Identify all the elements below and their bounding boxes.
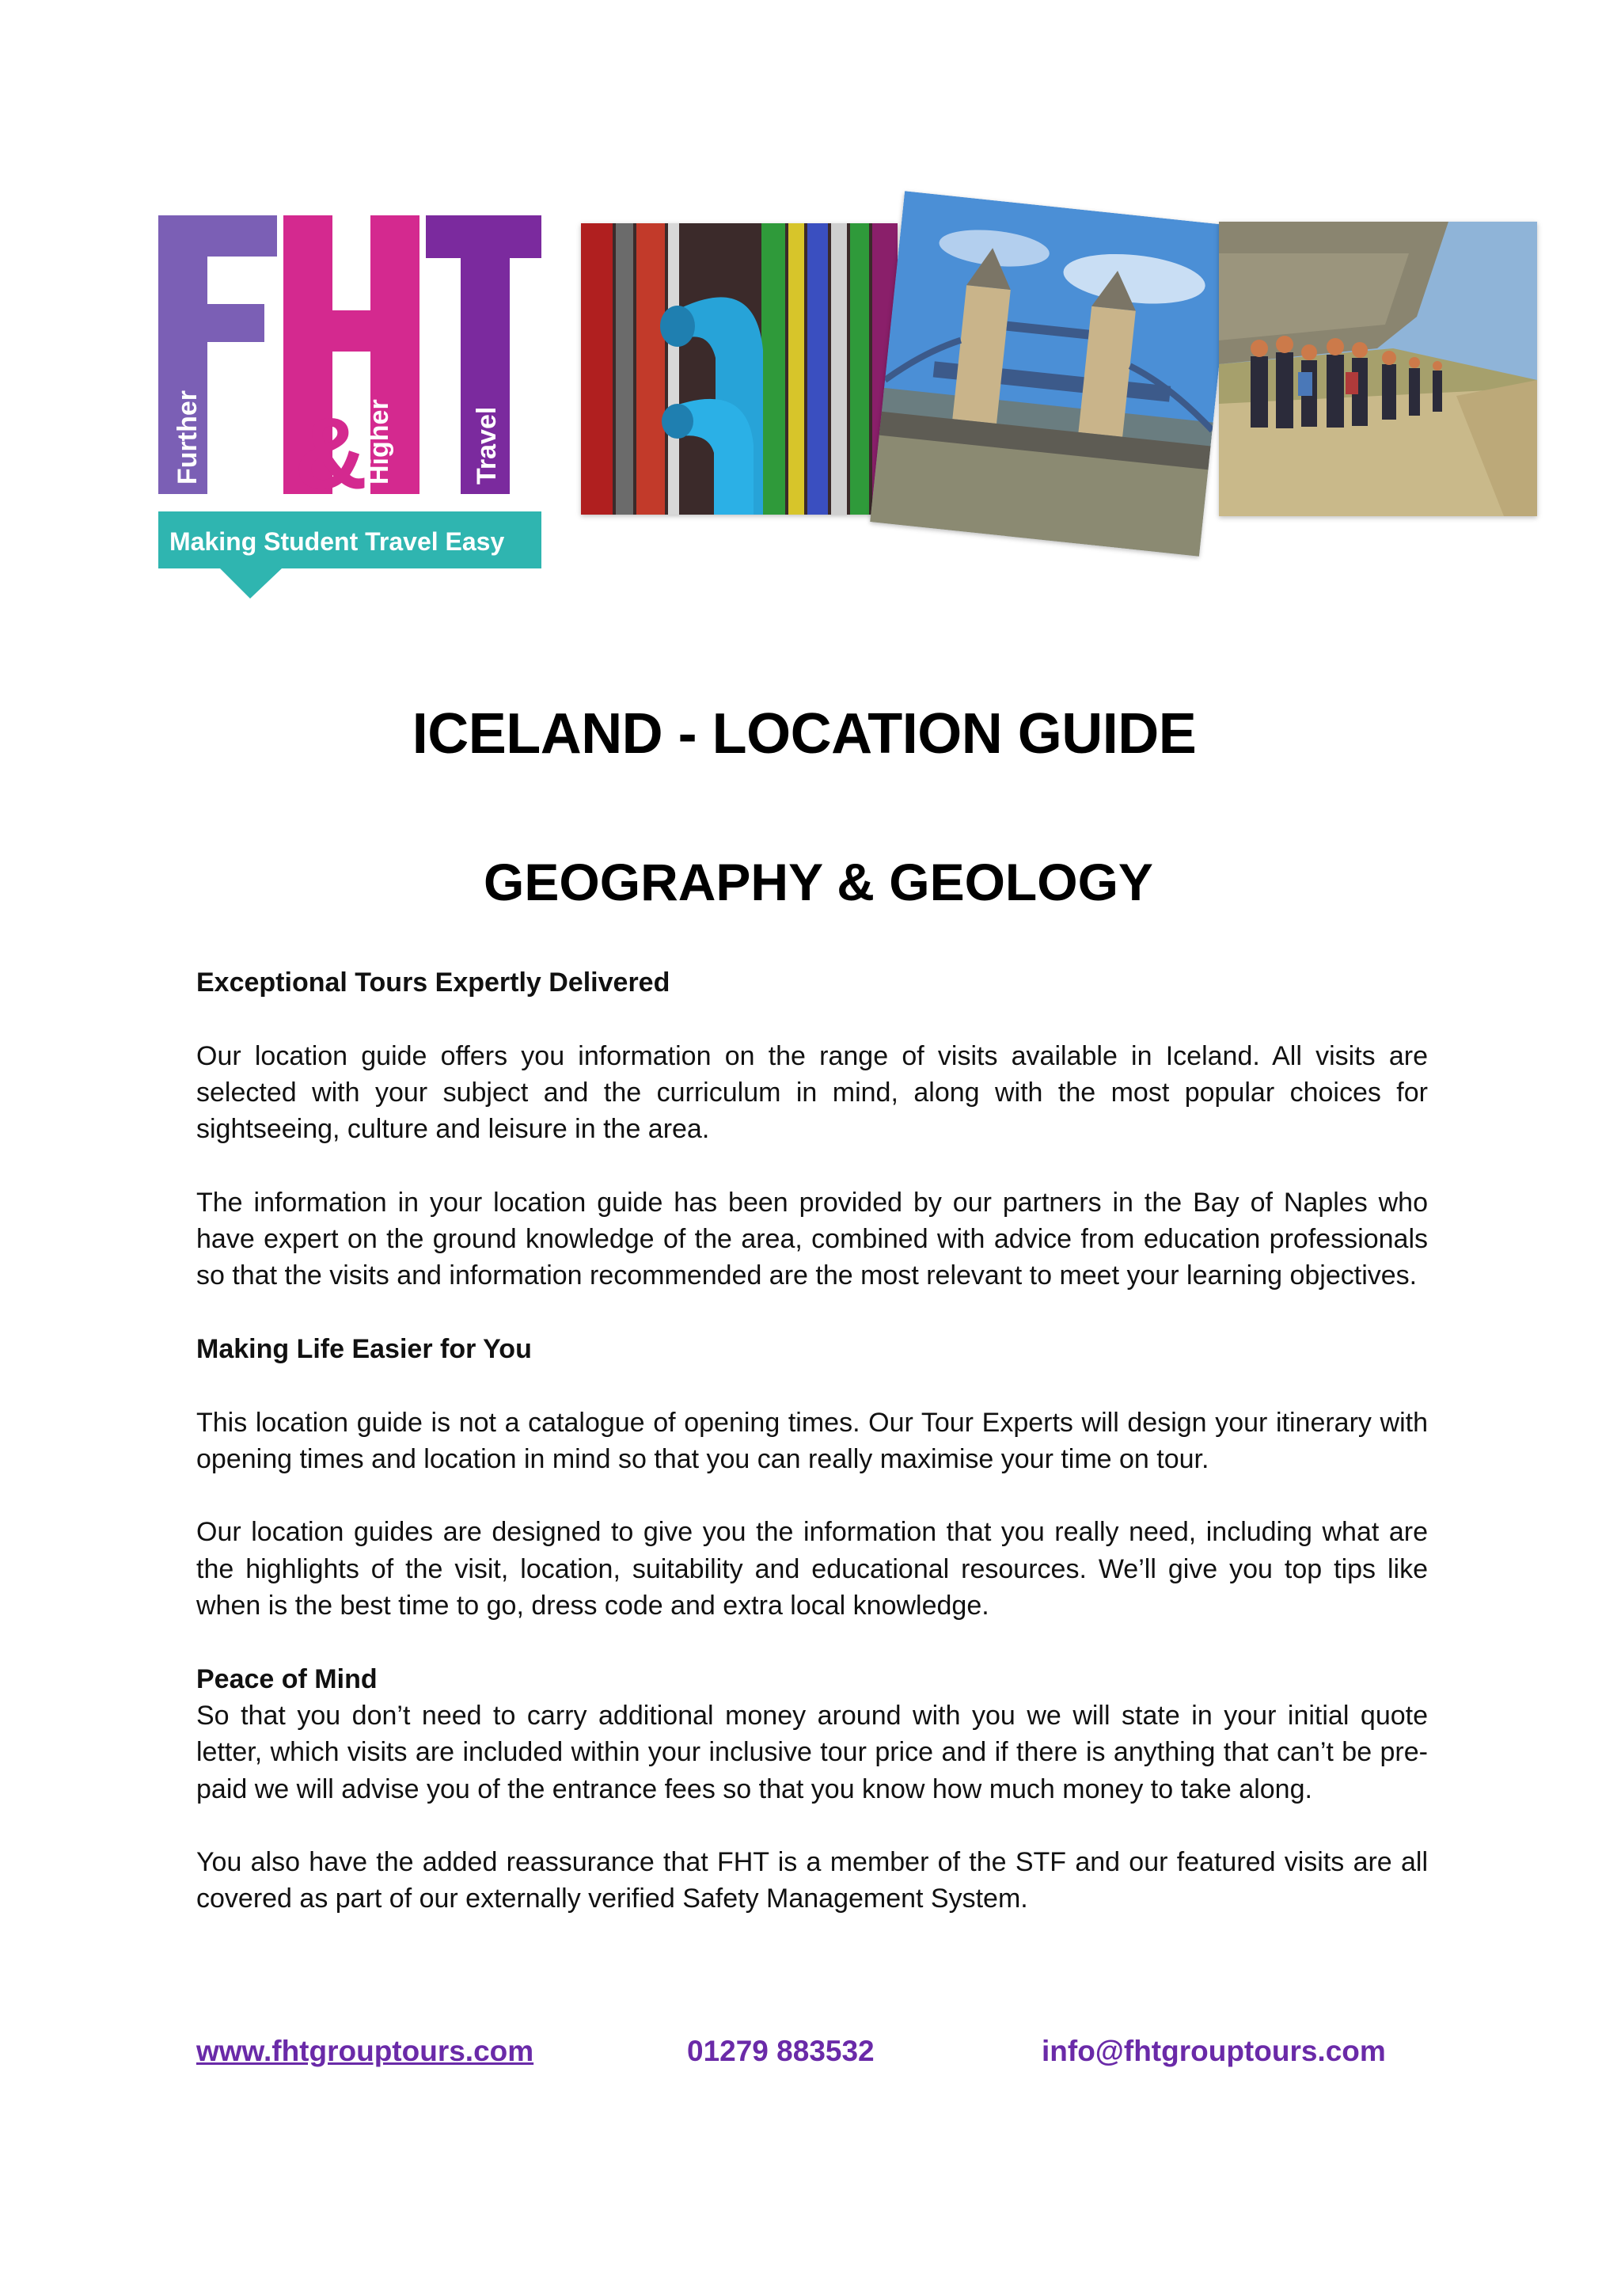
page-subtitle-text: GEOGRAPHY & GEOLOGY (484, 853, 1153, 911)
contact-footer (0, 2035, 1621, 2079)
paragraph: So that you don’t need to carry additional money around with you we will state in your initial quote letter, which visits are included within your inclusive tour price and if there is anything that can’t be pre-paid we will advise you of the entrance fees so that you know how much money to take along. (196, 1700, 1428, 1804)
page-title-text: ICELAND - LOCATION GUIDE (412, 702, 1197, 766)
email-address[interactable]: info@fhtgrouptours.com (1042, 2035, 1386, 2067)
logo-tagline: Making Student Travel Easy (169, 527, 505, 556)
website-link[interactable]: www.fhtgrouptours.com (196, 2035, 534, 2067)
paragraph: Our location guide offers you information on the range of visits available in Iceland. All visits are selected with your subject and the curriculum in mind, along with the most popular choices for sightseeing, culture and leisure in the area. (196, 1040, 1428, 1145)
paragraph: You also have the added reassurance that FHT is a member of the STF and our featured visits are all covered as part of our externally verified Safety Management System. (196, 1847, 1428, 1914)
phone-number: 01279 883532 (687, 2035, 875, 2067)
logo-word-higher: Higher (364, 399, 394, 485)
page-subtitle (0, 852, 1621, 912)
tower-bridge-photo (870, 191, 1234, 556)
paragraph: This location guide is not a catalogue of opening times. Our Tour Experts will design your itinerary with opening times and location in mind so that you can really maximise your time on tour. (196, 1407, 1428, 1474)
students-walking-coast-photo (1219, 222, 1537, 516)
section-heading-peace-of-mind: Peace of Mind (196, 1663, 378, 1694)
logo-word-travel: Travel (472, 406, 502, 485)
fht-logo (158, 215, 541, 602)
paragraph: Our location guides are designed to give you the information that you really need, including what are the highlights of the visit, location, suitability and educational resources. We’ll give you top tips like when is the best time to go, dress code and extra local knowledge. (196, 1517, 1428, 1621)
colourful-pipes-photo (581, 223, 898, 515)
page-title (0, 701, 1621, 766)
logo-word-further: Further (173, 390, 203, 485)
body-content (196, 964, 1428, 1954)
paragraph: The information in your location guide has been provided by our partners in the Bay of Naples who have expert on the ground knowledge of the area, combined with advice from education professionals so that the visits and information recommended are the most relevant to meet your learning objectives. (196, 1187, 1428, 1291)
section-heading-making-life-easier: Making Life Easier for You (196, 1333, 532, 1364)
logo-ampersand: & (294, 397, 368, 511)
section-heading-exceptional-tours: Exceptional Tours Expertly Delivered (196, 967, 670, 998)
